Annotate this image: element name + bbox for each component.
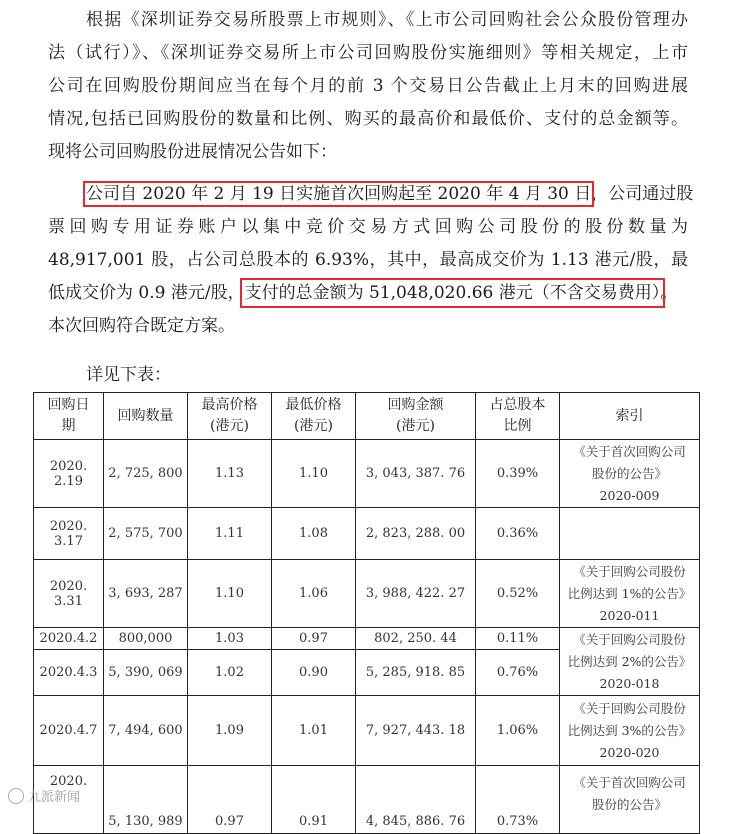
text-line: 票回购专用证券账户以集中竞价交易方式回购公司股份的股份数量为 — [48, 217, 688, 237]
cell-high: 1.13 — [188, 440, 272, 508]
cell-date: 2020. — [34, 766, 104, 834]
cell-high: 1.10 — [188, 560, 272, 628]
table-row — [34, 508, 700, 560]
header-qty: 回购数量 — [104, 393, 188, 440]
cell-amount: 4, 845, 886. 76 — [356, 766, 476, 834]
cell-qty: 7, 494, 600 — [104, 696, 188, 766]
cell-low: 0.97 — [272, 628, 356, 650]
header-date: 回购日 期 — [34, 393, 104, 440]
cell-qty: 5, 130, 989 — [104, 766, 188, 834]
header-low: 最低价格 (港元) — [272, 393, 356, 440]
table-row — [34, 766, 700, 834]
cell-high: 1.02 — [188, 650, 272, 696]
text-segment: ，公司通过股 — [591, 184, 694, 204]
text-line: 情况,包括已回购股份的数量和比例、购买的最高价和最低价、支付的总金额等。 — [48, 109, 688, 129]
table-intro: 详见下表： — [86, 365, 171, 385]
cell-low: 1.01 — [272, 696, 356, 766]
text-line — [48, 178, 694, 211]
text-line: 本次回购符合既定方案。 — [48, 316, 235, 336]
cell-high: 1.09 — [188, 696, 272, 766]
cell-low: 0.91 — [272, 766, 356, 834]
cell-ratio: 0.76% — [476, 650, 560, 696]
highlight-total-amount: 支付的总金额为 51,048,020.66 港元（不含交易费用） — [244, 283, 661, 303]
cell-amount: 3, 043, 387. 76 — [356, 440, 476, 508]
cell-amount: 3, 988, 422. 27 — [356, 560, 476, 628]
cell-qty: 5, 390, 069 — [104, 650, 188, 696]
text-line: 根据《深圳证券交易所股票上市规则》、《上市公司回购社会公众股份管理办 — [86, 10, 688, 30]
highlight-period: 公司自 2020 年 2 月 19 日实施首次回购起至 2020 年 4 月 30 日 — [86, 184, 592, 204]
repurchase-table — [33, 392, 700, 834]
paragraph-progress — [48, 178, 694, 343]
cell-date: 2020. 2.19 — [34, 440, 104, 508]
cell-amount: 7, 927, 443. 18 — [356, 696, 476, 766]
cell-index-empty — [560, 508, 700, 560]
cell-ratio: 0.36% — [476, 508, 560, 560]
table-header-row — [34, 393, 700, 440]
cell-ratio: 0.73% — [476, 766, 560, 834]
cell-high: 0.97 — [188, 766, 272, 834]
header-amount: 回购金额 (港元) — [356, 393, 476, 440]
header-ratio: 占总股本 比例 — [476, 393, 560, 440]
cell-high: 1.03 — [188, 628, 272, 650]
cell-ratio: 0.39% — [476, 440, 560, 508]
header-high: 最高价格 (港元) — [188, 393, 272, 440]
cell-ratio: 0.52% — [476, 560, 560, 628]
text-segment: 低成交价为 0.9 港元/股， — [48, 283, 245, 303]
cell-qty: 3, 693, 287 — [104, 560, 188, 628]
table-row — [34, 440, 700, 508]
cell-low: 1.08 — [272, 508, 356, 560]
cell-index: 《关于回购公司股份 比例达到 1%的公告》 2020-011 — [560, 560, 700, 628]
paragraph-regulations — [48, 4, 688, 169]
table-row — [34, 560, 700, 628]
text-line: 公司在回购股份期间应当在每个月的前 3 个交易日公告截止上月末的回购进展 — [48, 76, 688, 96]
cell-date: 2020. 3.17 — [34, 508, 104, 560]
cell-amount: 802, 250. 44 — [356, 628, 476, 650]
cell-index: 《关于回购公司股份 比例达到 2%的公告》 2020-018 — [560, 628, 700, 696]
cell-qty: 2, 575, 700 — [104, 508, 188, 560]
header-index: 索引 — [560, 393, 700, 440]
cell-date: 2020. 3.31 — [34, 560, 104, 628]
cell-date: 2020.4.2 — [34, 628, 104, 650]
text-line: 现将公司回购股份进展情况公告如下： — [48, 142, 337, 162]
cell-qty: 800,000 — [104, 628, 188, 650]
cell-amount: 5, 285, 918. 85 — [356, 650, 476, 696]
cell-low: 1.06 — [272, 560, 356, 628]
table-row — [34, 628, 700, 650]
table-row — [34, 696, 700, 766]
cell-qty: 2, 725, 800 — [104, 440, 188, 508]
text-line: 48,917,001 股，占公司总股本的 6.93%，其中，最高成交价为 1.13 港元/股，最 — [48, 250, 688, 270]
text-segment: 。 — [660, 283, 678, 303]
cell-ratio: 0.11% — [476, 628, 560, 650]
cell-index: 《关于回购公司股份 比例达到 3%的公告》 2020-020 — [560, 696, 700, 766]
cell-date: 2020.4.3 — [34, 650, 104, 696]
cell-low: 1.10 — [272, 440, 356, 508]
text-line — [48, 277, 688, 310]
cell-low: 0.90 — [272, 650, 356, 696]
cell-ratio: 1.06% — [476, 696, 560, 766]
text-line: 法（试行）》、《深圳证券交易所上市公司回购股份实施细则》等相关规定，上市 — [48, 43, 688, 63]
cell-index: 《关于首次回购公司 股份的公告》 — [560, 766, 700, 834]
cell-index: 《关于首次回购公司 股份的公告》 2020-009 — [560, 440, 700, 508]
watermark: 九派新闻 — [8, 786, 80, 805]
cell-date: 2020.4.7 — [34, 696, 104, 766]
cell-high: 1.11 — [188, 508, 272, 560]
logo-icon — [8, 788, 24, 804]
cell-amount: 2, 823, 288. 00 — [356, 508, 476, 560]
